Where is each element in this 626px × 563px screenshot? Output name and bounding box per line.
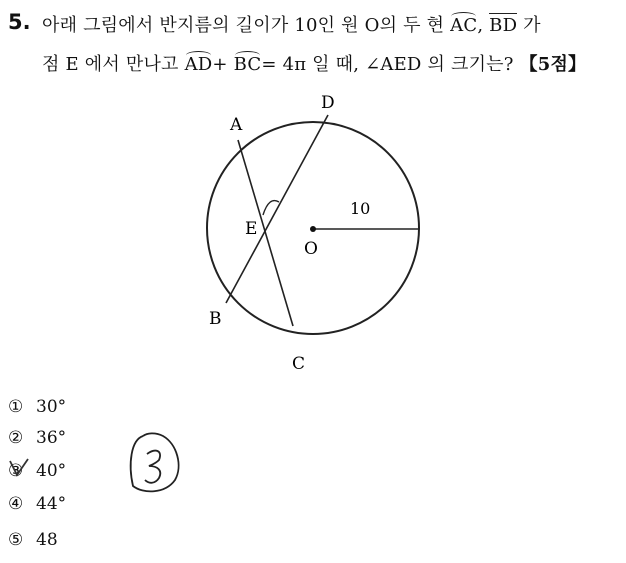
- choice-2-value: 36°: [36, 428, 67, 448]
- label-a: A: [230, 115, 243, 135]
- choice-4[interactable]: [8, 494, 66, 514]
- handwritten-answer: [125, 430, 185, 498]
- choice-3-marker: ③: [8, 461, 24, 481]
- label-e: E: [245, 219, 258, 239]
- question-text-1: 아래 그림에서 반지름의 길이가 10인 원 O의 두 현: [42, 15, 445, 36]
- plus-sign: +: [212, 54, 228, 75]
- points-label: 【5점】: [519, 54, 587, 75]
- label-c: C: [292, 354, 306, 374]
- label-b: B: [209, 309, 222, 329]
- choice-4-marker: ④: [8, 494, 24, 514]
- chord-bd: BD: [489, 15, 518, 36]
- choice-5[interactable]: [8, 530, 58, 550]
- choice-3-value: 40°: [36, 461, 67, 481]
- arc-bc: BC: [233, 54, 262, 75]
- choice-1-value: 30°: [36, 397, 67, 417]
- question-text-2: 점 E 에서 만나고: [42, 54, 179, 75]
- choice-2-marker: ②: [8, 428, 24, 448]
- choice-4-value: 44°: [36, 494, 67, 514]
- angle-aed-mark: [263, 201, 279, 215]
- radius-label: 10: [350, 199, 371, 218]
- chord-bd-line: [226, 115, 328, 303]
- center-point: [310, 226, 316, 232]
- choice-1[interactable]: [8, 397, 66, 417]
- label-o: O: [304, 239, 318, 259]
- choice-1-marker: ①: [8, 397, 24, 417]
- label-d: D: [321, 93, 335, 113]
- check-mark-icon: [8, 457, 30, 483]
- chord-ac: AC: [450, 15, 478, 36]
- equation-value: = 4π: [261, 54, 307, 75]
- choice-5-marker: ⑤: [8, 530, 24, 550]
- circle-figure: [195, 88, 435, 378]
- question-number: 5.: [8, 10, 31, 34]
- question-line-1: [42, 11, 541, 37]
- question-text-2-mid: 일 때, ∠AED 의 크기는?: [312, 54, 514, 75]
- arc-ad: AD: [184, 54, 213, 75]
- question-text-1-suffix: 가: [523, 15, 541, 36]
- separator: ,: [477, 15, 484, 36]
- choice-2[interactable]: [8, 428, 66, 448]
- question-line-2: [42, 50, 586, 76]
- choice-3[interactable]: [8, 461, 66, 481]
- choice-5-value: 48: [36, 530, 58, 550]
